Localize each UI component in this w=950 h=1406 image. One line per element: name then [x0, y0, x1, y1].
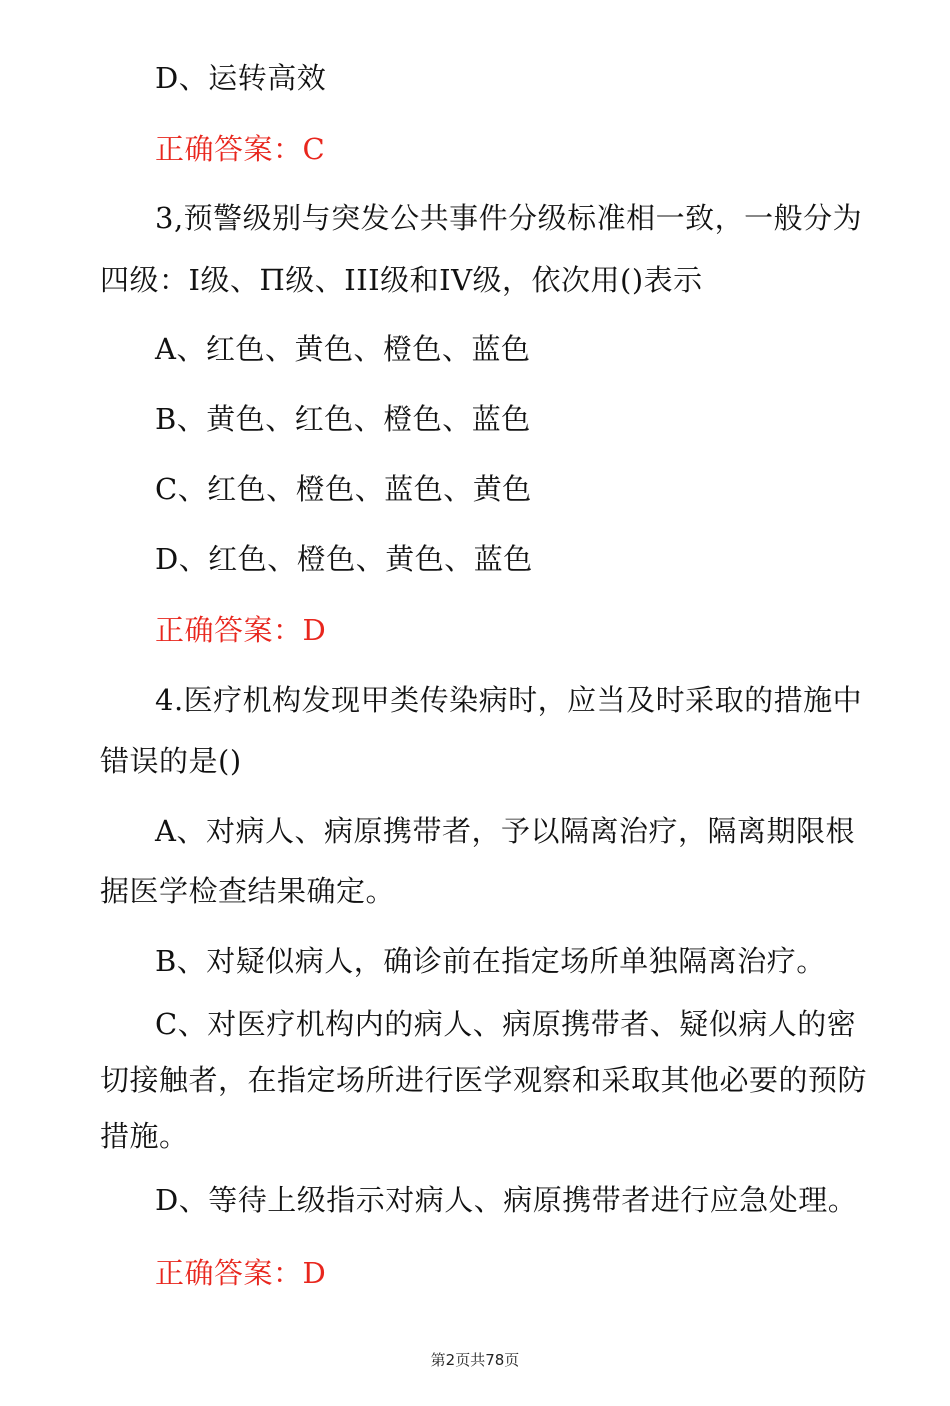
- q4-option-b: B、对疑似病人，确诊前在指定场所单独隔离治疗。: [155, 944, 826, 978]
- q2-correct-answer: 正确答案：C: [155, 132, 326, 166]
- q4-correct-answer: 正确答案：D: [155, 1256, 327, 1290]
- q3-correct-answer: 正确答案：D: [155, 613, 327, 647]
- q2-option-d: D、运转高效: [155, 61, 327, 95]
- q3-stem-line-1: 3,预警级别与突发公共事件分级标准相一致，一般分为: [155, 201, 863, 235]
- q4-option-a-line-2: 据医学检查结果确定。: [100, 874, 396, 908]
- page-number-footer: 第2页共78页: [430, 1351, 520, 1369]
- q3-stem-line-2: 四级：I级、Π级、III级和IV级，依次用()表示: [100, 263, 703, 297]
- q4-option-c-line-1: C、对医疗机构内的病人、病原携带者、疑似病人的密: [155, 1007, 857, 1041]
- q4-stem-line-1: 4.医疗机构发现甲类传染病时，应当及时采取的措施中: [155, 683, 863, 717]
- q4-stem-line-2: 错误的是(): [100, 744, 242, 778]
- q4-option-d: D、等待上级指示对病人、病原携带者进行应急处理。: [155, 1183, 858, 1217]
- q3-option-b: B、黄色、红色、橙色、蓝色: [155, 402, 531, 436]
- q3-option-a: A、红色、黄色、橙色、蓝色: [155, 332, 531, 366]
- q4-option-c-line-3: 措施。: [100, 1119, 189, 1153]
- q3-option-d: D、红色、橙色、黄色、蓝色: [155, 542, 533, 576]
- q4-option-c-line-2: 切接触者，在指定场所进行医学观察和采取其他必要的预防: [100, 1063, 868, 1097]
- q3-option-c: C、红色、橙色、蓝色、黄色: [155, 472, 532, 506]
- q4-option-a-line-1: A、对病人、病原携带者，予以隔离治疗，隔离期限根: [155, 814, 855, 848]
